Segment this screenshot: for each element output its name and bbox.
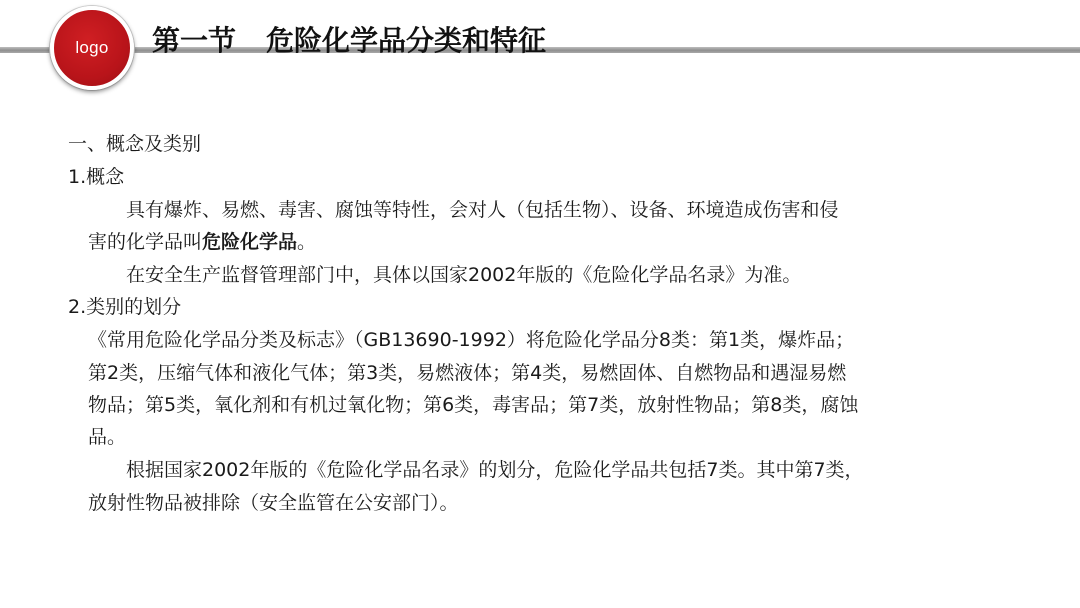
category-paragraph2-line2: 放射性物品被排除（安全监管在公安部门）。 bbox=[88, 492, 459, 514]
category-line2: 第2类，压缩气体和液化气体；第3类，易燃液体；第4类，易燃固体、自燃物品和遇湿易燃 bbox=[88, 362, 847, 384]
concept-heading: 1.概念 bbox=[68, 166, 125, 188]
category-paragraph2-line1: 根据国家2002年版的《危险化学品名录》的划分，危险化学品共包括7类。其中第7类， bbox=[126, 459, 864, 481]
logo-text: logo bbox=[75, 38, 109, 57]
concept-text: 害的化学品叫 bbox=[88, 231, 203, 253]
concept-paragraph2: 在安全生产监督管理部门中，具体以国家2002年版的《危险化学品名录》为准。 bbox=[126, 264, 802, 286]
concept-punct: 。 bbox=[297, 231, 317, 253]
category-line4: 品。 bbox=[88, 426, 127, 448]
section-heading: 一、概念及类别 bbox=[68, 133, 202, 155]
concept-term: 危险化学品 bbox=[202, 231, 298, 253]
title-section-number: 第一节 bbox=[152, 24, 237, 57]
concept-paragraph-line1: 具有爆炸、易燃、毒害、腐蚀等特性，会对人（包括生物）、设备、环境造成伤害和侵 bbox=[126, 199, 839, 221]
category-line1: 《常用危险化学品分类及标志》（GB13690-1992）将危险化学品分8类：第1类，爆炸品； bbox=[88, 329, 855, 351]
concept-paragraph-line2 bbox=[88, 226, 316, 258]
title-text: 危险化学品分类和特征 bbox=[266, 24, 547, 57]
category-heading: 2.类别的划分 bbox=[68, 296, 182, 318]
category-line3: 物品；第5类，氧化剂和有机过氧化物；第6类，毒害品；第7类，放射性物品；第8类，腐蚀 bbox=[88, 394, 859, 416]
